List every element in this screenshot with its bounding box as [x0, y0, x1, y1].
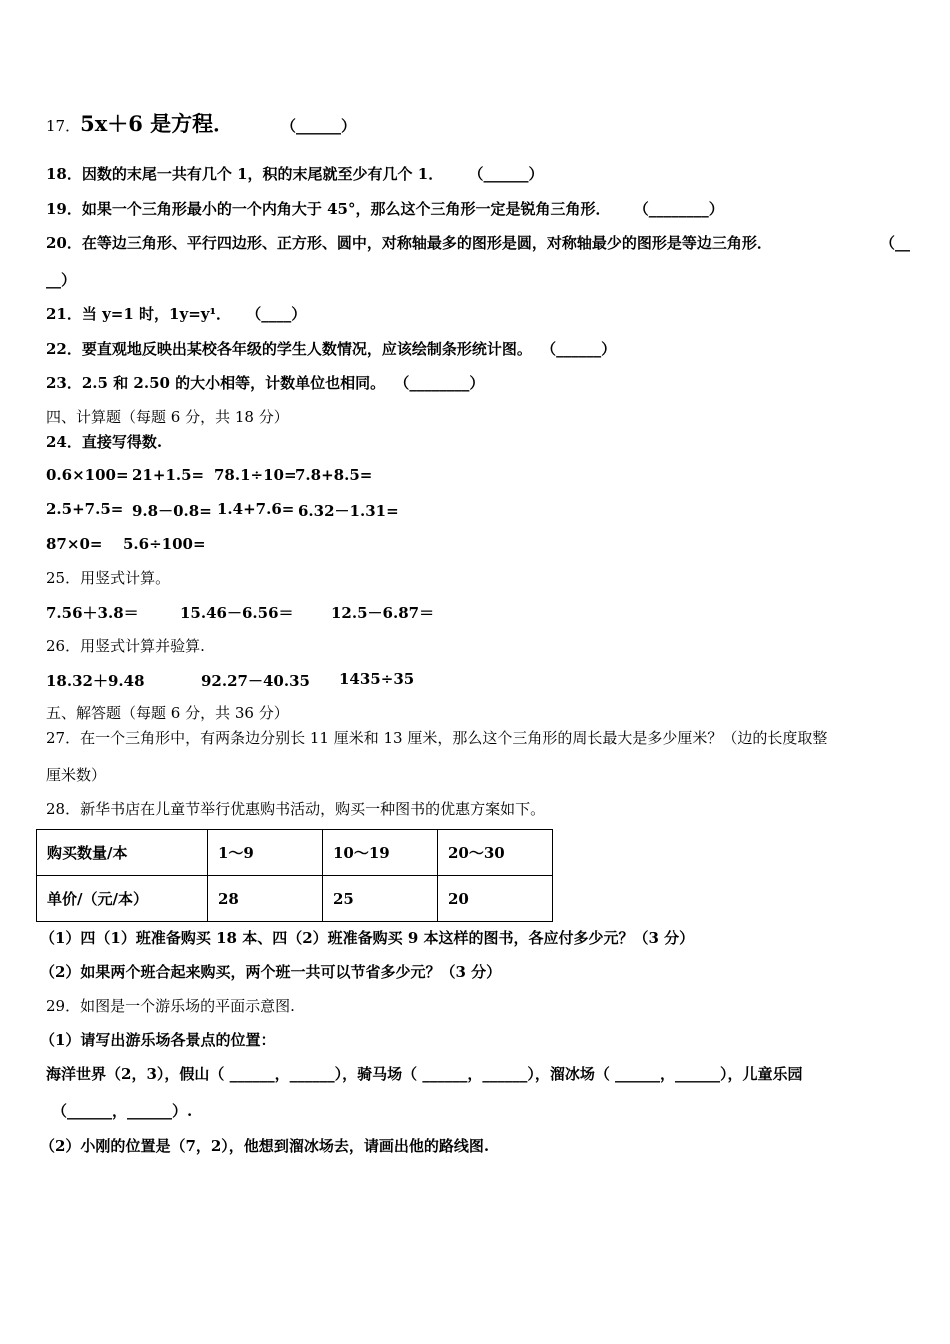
- question-17: [46, 111, 356, 136]
- q25-title: 25．用竖式计算。: [46, 569, 171, 587]
- section-5-heading: 五、解答题（每题 6 分，共 36 分）: [46, 704, 289, 722]
- q25-item: 12.5－6.87＝: [331, 604, 435, 622]
- q26-item: 92.27－40.35: [201, 672, 310, 690]
- table-cell: 28: [208, 876, 323, 922]
- q24-item: 9.8－0.8=: [132, 502, 212, 520]
- question-23: [46, 373, 484, 393]
- q17-expression: 5x＋6 是方程．: [80, 111, 235, 136]
- q24-item: 1.4+7.6=: [217, 500, 295, 518]
- table-cell: 购买数量/本: [37, 830, 208, 876]
- table-row: [37, 876, 553, 922]
- q24-item: 7.8+8.5=: [295, 466, 373, 484]
- q21-text: 21．当 y=1 时，1y=y¹．: [46, 305, 232, 323]
- question-21: [46, 304, 306, 324]
- q29-sub-2: （2）小刚的位置是（7，2），他想到溜冰场去，请画出他的路线图.: [40, 1137, 490, 1155]
- price-table: [36, 829, 553, 922]
- q24-item: 87×0=: [46, 535, 103, 553]
- q29-locations-line-1[interactable]: 海洋世界（2，3），假山（ ______，______），骑马场（ ______，______），溜冰场（ ______，______），儿童乐园: [46, 1065, 803, 1083]
- q28-sub-1: （1）四（1）班准备购买 18 本、四（2）班准备购买 9 本这样的图书，各应付多少元？（3 分）: [40, 929, 695, 947]
- table-cell: 10～19: [323, 830, 438, 876]
- q27-line-2: 厘米数）: [46, 766, 107, 784]
- q23-answer-blank[interactable]: （________）: [394, 374, 485, 392]
- q25-item: 15.46－6.56＝: [180, 604, 294, 622]
- q17-number: 17．: [46, 117, 81, 135]
- q24-item: 5.6÷100=: [123, 535, 206, 553]
- q20-text: 20．在等边三角形、平行四边形、正方形、圆中，对称轴最多的图形是圆，对称轴最少的图形是等边三角形．: [46, 234, 772, 252]
- q18-text: 18．因数的末尾一共有几个 1，积的末尾就至少有几个 1．: [46, 165, 444, 183]
- q20-answer-blank-start[interactable]: （__: [880, 234, 911, 252]
- q26-title: 26．用竖式计算并验算.: [46, 637, 205, 655]
- question-18: [46, 164, 543, 184]
- q24-item: 21+1.5=: [132, 466, 205, 484]
- q25-item: 7.56＋3.8＝: [46, 604, 139, 622]
- table-cell: 20: [438, 876, 553, 922]
- q20-answer-blank-end[interactable]: __）: [46, 271, 77, 289]
- q22-text: 22．要直观地反映出某校各年级的学生人数情况，应该绘制条形统计图。: [46, 340, 532, 358]
- q29-locations-line-2[interactable]: （______，______）.: [52, 1102, 193, 1120]
- table-cell: 1～9: [208, 830, 323, 876]
- q29-sub-1: （1）请写出游乐场各景点的位置：: [40, 1031, 276, 1049]
- q29-title: 29．如图是一个游乐场的平面示意图.: [46, 997, 295, 1015]
- section-4-heading: 四、计算题（每题 6 分，共 18 分）: [46, 408, 289, 426]
- q22-answer-blank[interactable]: （______）: [541, 340, 617, 358]
- q26-item: 1435÷35: [339, 670, 415, 688]
- table-cell: 20～30: [438, 830, 553, 876]
- q26-item: 18.32＋9.48: [46, 672, 145, 690]
- q28-title: 28．新华书店在儿童节举行优惠购书活动，购买一种图书的优惠方案如下。: [46, 800, 546, 818]
- q23-text: 23．2.5 和 2.50 的大小相等，计数单位也相同。: [46, 374, 386, 392]
- q17-answer-blank[interactable]: （______）: [280, 117, 356, 135]
- q24-item: 2.5+7.5=: [46, 500, 124, 518]
- q18-answer-blank[interactable]: （______）: [468, 165, 544, 183]
- question-19: [46, 199, 724, 219]
- q24-item: 6.32－1.31=: [298, 502, 399, 520]
- q27-line-1: 27．在一个三角形中，有两条边分别长 11 厘米和 13 厘米，那么这个三角形的周长最大是多少厘米？（边的长度取整: [46, 729, 828, 747]
- table-cell: 25: [323, 876, 438, 922]
- q21-answer-blank[interactable]: （____）: [246, 305, 307, 323]
- q19-answer-blank[interactable]: （________）: [633, 200, 724, 218]
- q24-item: 78.1÷10=: [214, 466, 297, 484]
- q24-item: 0.6×100=: [46, 466, 129, 484]
- question-20: [46, 233, 772, 253]
- q24-title: 24．直接写得数.: [46, 433, 163, 451]
- table-row: [37, 830, 553, 876]
- q19-text: 19．如果一个三角形最小的一个内角大于 45°，那么这个三角形一定是锐角三角形．: [46, 200, 611, 218]
- question-22: [46, 339, 616, 359]
- table-cell: 单价/（元/本）: [37, 876, 208, 922]
- q28-sub-2: （2）如果两个班合起来购买，两个班一共可以节省多少元？（3 分）: [40, 963, 502, 981]
